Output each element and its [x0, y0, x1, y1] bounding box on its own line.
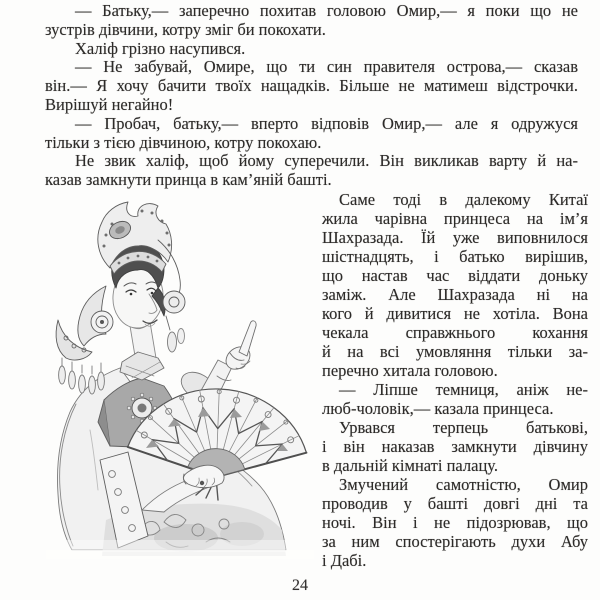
- text-line: і Дабі.: [322, 551, 367, 570]
- story-text-top: [45, 2, 578, 190]
- text-line: жила чарівна принцеса на ім’я: [322, 209, 588, 228]
- sketch-fade: [46, 540, 314, 572]
- text-line: заміж. Але Шахразада ні на: [322, 285, 588, 304]
- text-line: тільки з тією дівчиною, котру покохаю.: [45, 132, 322, 152]
- princess-illustration: [46, 190, 314, 572]
- text-line: Вирішуй негайно!: [45, 94, 174, 114]
- text-line: і він наказав замкнути дівчину: [322, 437, 588, 456]
- text-line: — Пробач, батьку,— вперто відповів Омир,— але я одружуся: [75, 113, 578, 133]
- text-line: казав замкнути принца в кам’яній башті.: [45, 170, 332, 190]
- text-line: проводив у башті довгі дні та: [322, 494, 588, 513]
- story-text-column: [322, 190, 588, 570]
- text-line: в дальній кімнаті палацу.: [322, 456, 499, 475]
- text-line: Халіф грізно насупився.: [75, 38, 246, 58]
- text-line: чекала справжнього кохання: [322, 323, 588, 342]
- text-line: люб-чоловік,— казала принцеса.: [322, 399, 554, 418]
- text-line: — Ліпше темниця, аніж не-: [339, 380, 588, 399]
- text-line: Саме тоді в далекому Китаї: [339, 190, 588, 209]
- text-line: Змучений самотністю, Омир: [339, 475, 588, 494]
- princess-earring: [166, 316, 185, 352]
- text-line: Не звик халіф, щоб йому суперечили. Він викликав варту й на-: [75, 151, 578, 171]
- text-line: за ним спостерігають духи Абу: [322, 532, 588, 551]
- text-line: перечно хитала головою.: [322, 361, 498, 380]
- text-line: зустрів дівчини, котру зміг би покохати.: [45, 19, 326, 39]
- text-line: він.— Я хочу бачити твоїх нащадків. Більше не матимеш відстрочки.: [45, 76, 578, 96]
- text-line: що настав час віддати доньку: [322, 266, 588, 285]
- text-line: — Не забувай, Омире, що ти син правителя острова,— сказав: [75, 57, 578, 77]
- princess-neck-collar: [120, 322, 164, 380]
- text-line: шістнадцять, і батько вирішив,: [322, 247, 588, 266]
- text-line: кого й дивитися не хотіла. Вона: [322, 304, 588, 323]
- page-number: 24: [292, 577, 308, 594]
- text-line: Шахразада. Їй уже виповнилося: [322, 228, 588, 247]
- text-line: — Батьку,— заперечно похитав головою Омир,— я поки що не: [75, 1, 578, 20]
- text-line: ночі. Він і не підозрював, що: [322, 513, 588, 532]
- text-line: Урвався терпець батькові,: [339, 418, 588, 437]
- text-line: й на всі умовляння тільки за-: [322, 342, 588, 361]
